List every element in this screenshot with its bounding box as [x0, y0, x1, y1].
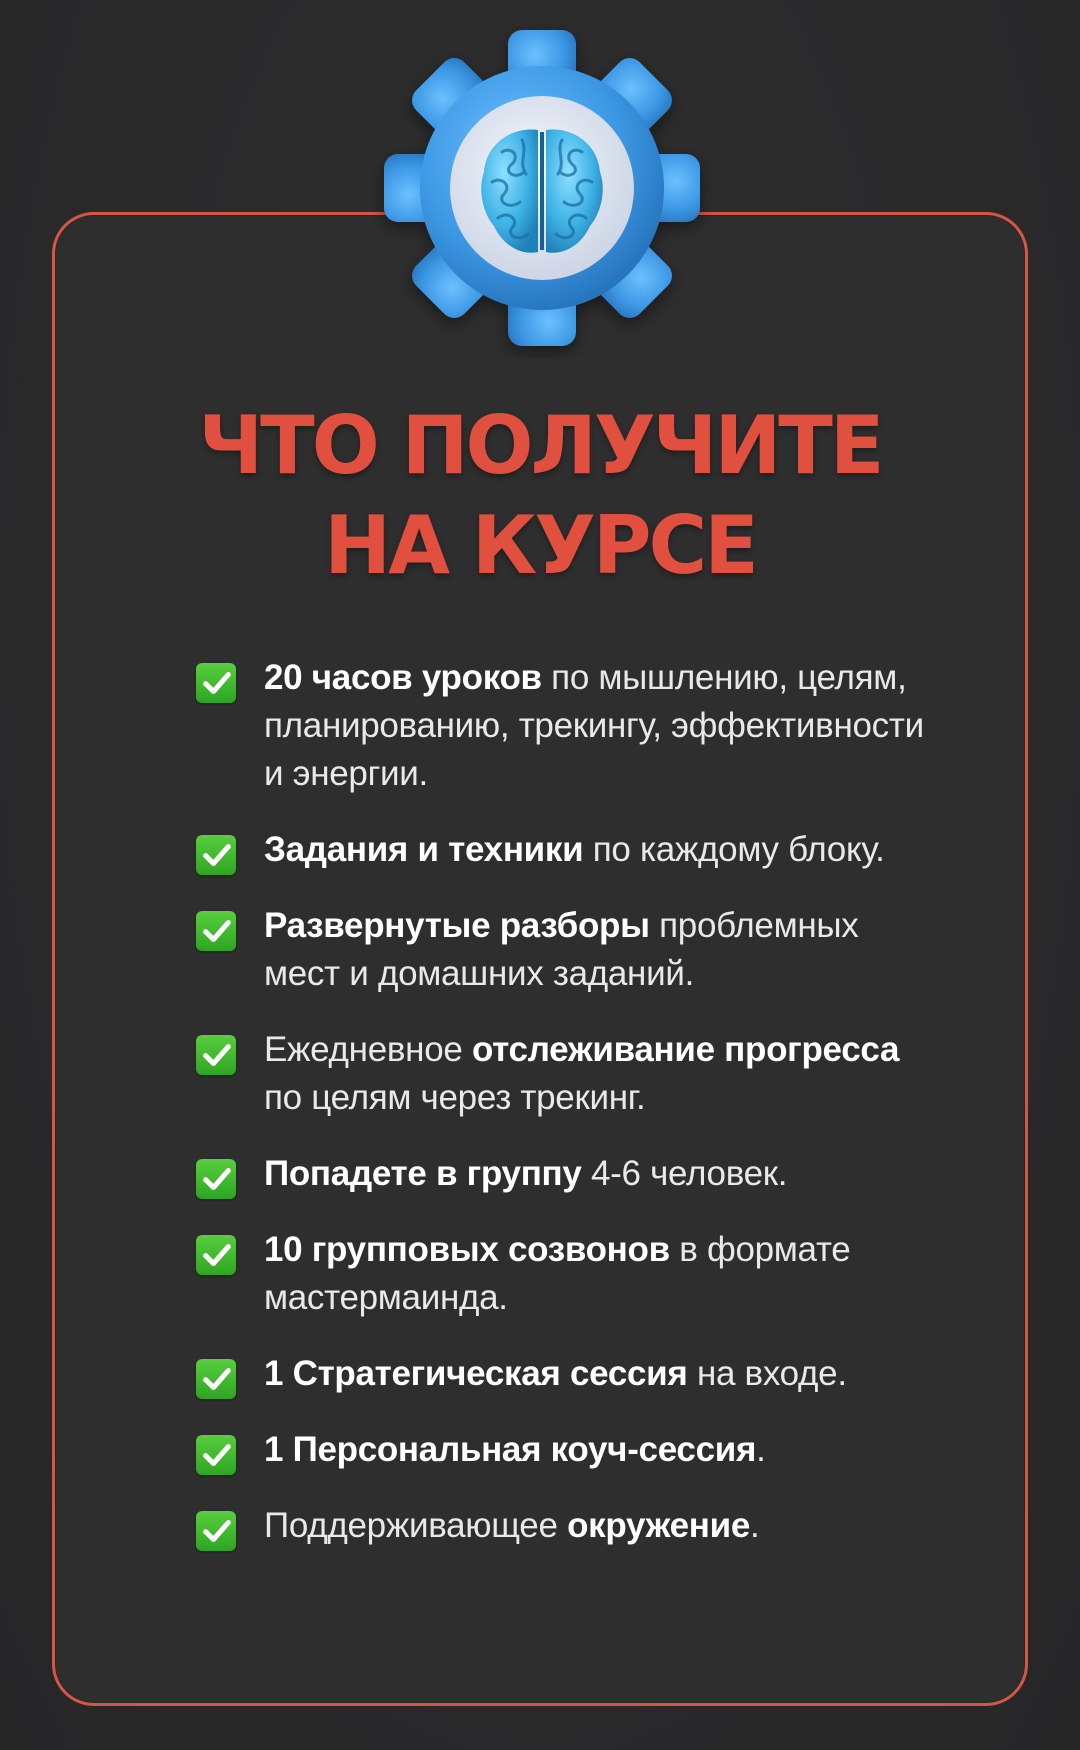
item-text: в формате мастермаинда.	[264, 1230, 851, 1317]
list-item	[196, 1426, 936, 1474]
item-bold-2: отслеживание прогресса	[471, 1030, 900, 1069]
item-bold: 20 часов уроков	[264, 658, 542, 697]
gear-brain-icon	[372, 18, 712, 358]
list-item	[196, 1150, 936, 1198]
item-text: .	[756, 1430, 766, 1469]
checkmark-icon	[196, 1159, 236, 1199]
list-item	[196, 654, 936, 798]
item-text: по каждому блоку.	[583, 830, 885, 869]
item-text: на входе.	[687, 1354, 847, 1393]
title-line-1: ЧТО ПОЛУЧИТЕ	[198, 399, 882, 492]
item-text: по мышлению, целям, планированию, трекингу, эффективности и энергии.	[264, 658, 924, 793]
benefits-list	[196, 654, 936, 1578]
list-item	[196, 826, 936, 874]
item-text: Ежедневное	[264, 1030, 472, 1069]
checkmark-icon	[196, 1511, 236, 1551]
list-item	[196, 902, 936, 998]
page-title	[0, 396, 1080, 596]
list-item	[196, 1502, 936, 1550]
checkmark-icon	[196, 835, 236, 875]
item-bold: Развернутые разборы	[264, 906, 650, 945]
item-text: 4-6 человек.	[581, 1154, 788, 1193]
list-item	[196, 1350, 936, 1398]
checkmark-icon	[196, 1235, 236, 1275]
title-line-2: НА КУРСЕ	[324, 499, 756, 592]
item-bold: 10 групповых созвонов	[264, 1230, 670, 1269]
item-bold: 1 Персональная коуч-сессия	[264, 1430, 757, 1469]
checkmark-icon	[196, 663, 236, 703]
checkmark-icon	[196, 1435, 236, 1475]
list-item	[196, 1026, 936, 1122]
item-bold-2: окружение	[567, 1506, 751, 1545]
checkmark-icon	[196, 1035, 236, 1075]
list-item	[196, 1226, 936, 1322]
item-text: Поддерживающее	[264, 1506, 568, 1545]
item-text-2: по целям через трекинг.	[264, 1078, 646, 1117]
item-text: проблемных мест и домашних заданий.	[264, 906, 859, 993]
checkmark-icon	[196, 911, 236, 951]
item-bold: Попадете в группу	[264, 1154, 582, 1193]
item-bold: 1 Стратегическая сессия	[264, 1354, 688, 1393]
item-text-2: .	[750, 1506, 760, 1545]
item-bold: Задания и техники	[264, 830, 584, 869]
checkmark-icon	[196, 1359, 236, 1399]
